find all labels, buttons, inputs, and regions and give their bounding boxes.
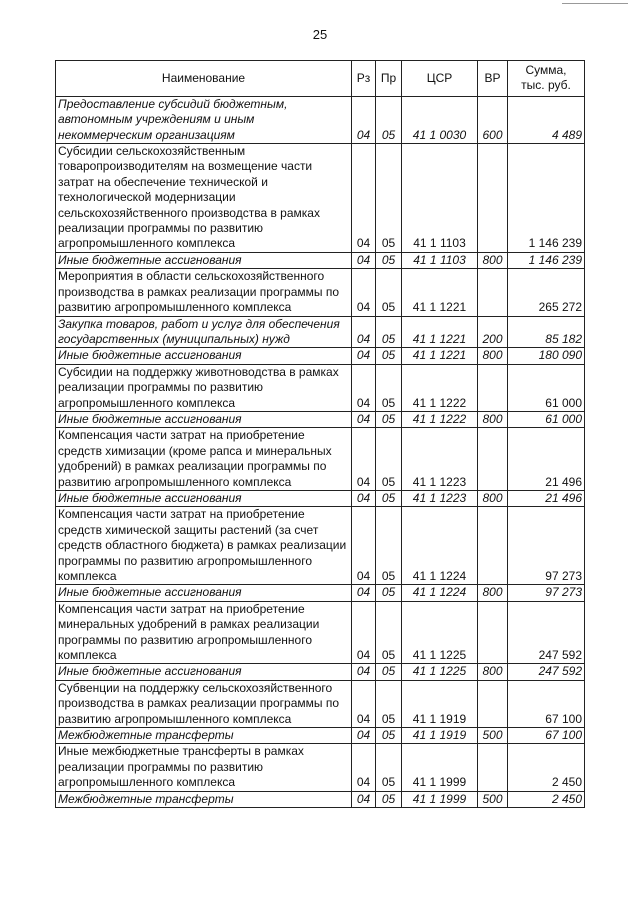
cell-vr: 500 [478, 728, 508, 744]
cell-rz: 04 [352, 411, 376, 427]
cell-csr: 41 1 1225 [402, 664, 478, 680]
cell-name: Иные бюджетные ассигнования [56, 252, 352, 268]
cell-csr: 41 1 1221 [402, 348, 478, 364]
table-row [56, 728, 585, 744]
cell-name: Иные межбюджетные трансферты в рамках реализации программы по развитию агропромышленного комплекса [56, 744, 352, 791]
cell-name: Мероприятия в области сельскохозяйственного производства в рамках реализации программы по развитию агропромышленного комплекса [56, 269, 352, 316]
cell-pr: 05 [376, 744, 402, 791]
cell-sum: 2 450 [508, 791, 585, 807]
cell-sum: 247 592 [508, 664, 585, 680]
table-row [56, 269, 585, 316]
cell-pr: 05 [376, 428, 402, 491]
cell-csr: 41 1 1103 [402, 144, 478, 253]
cell-name: Компенсация части затрат на приобретение минеральных удобрений в рамках реализации программы по развитию агропромышленного комплекса [56, 601, 352, 664]
cell-rz: 04 [352, 507, 376, 585]
cell-sum: 21 496 [508, 428, 585, 491]
table-row [56, 96, 585, 143]
cell-vr [478, 364, 508, 411]
table-row [56, 601, 585, 664]
table-row [56, 507, 585, 585]
cell-csr: 41 1 1919 [402, 728, 478, 744]
cell-vr [478, 507, 508, 585]
table-row [56, 411, 585, 427]
cell-sum: 247 592 [508, 601, 585, 664]
cell-sum: 180 090 [508, 348, 585, 364]
cell-pr: 05 [376, 490, 402, 506]
cell-csr: 41 1 1221 [402, 316, 478, 348]
table-row [56, 316, 585, 348]
cell-csr: 41 1 1103 [402, 252, 478, 268]
cell-rz: 04 [352, 144, 376, 253]
table-row [56, 144, 585, 253]
cell-name: Предоставление субсидий бюджетным, автономным учреждениям и иным некоммерческим организациям [56, 96, 352, 143]
cell-name: Субвенции на поддержку сельскохозяйственного производства в рамках реализации программы по развитию агропромышленного комплекса [56, 680, 352, 727]
cell-sum: 85 182 [508, 316, 585, 348]
top-rule [562, 3, 628, 4]
cell-sum: 2 450 [508, 744, 585, 791]
cell-rz: 04 [352, 680, 376, 727]
cell-sum: 1 146 239 [508, 144, 585, 253]
table-row [56, 252, 585, 268]
cell-rz: 04 [352, 348, 376, 364]
cell-name: Иные бюджетные ассигнования [56, 664, 352, 680]
table-row [56, 490, 585, 506]
cell-vr: 600 [478, 96, 508, 143]
cell-pr: 05 [376, 269, 402, 316]
cell-name: Компенсация части затрат на приобретение средств химизации (кроме рапса и минеральных удобрений) в рамках реализации программы по развитию агропромышленного комплекса [56, 428, 352, 491]
header-name: Наименование [56, 61, 352, 97]
cell-name: Компенсация части затрат на приобретение средств химической защиты растений (за счет средств областного бюджета) в рамках реализации программы по развитию агропромышленного комплекса [56, 507, 352, 585]
cell-csr: 41 1 1999 [402, 791, 478, 807]
cell-vr [478, 744, 508, 791]
cell-csr: 41 1 1225 [402, 601, 478, 664]
cell-vr: 200 [478, 316, 508, 348]
cell-vr: 800 [478, 585, 508, 601]
cell-vr [478, 428, 508, 491]
cell-vr [478, 680, 508, 727]
cell-csr: 41 1 1224 [402, 507, 478, 585]
table-row [56, 664, 585, 680]
cell-name: Иные бюджетные ассигнования [56, 585, 352, 601]
cell-vr: 800 [478, 411, 508, 427]
page-number: 25 [312, 27, 328, 42]
cell-pr: 05 [376, 364, 402, 411]
cell-sum: 1 146 239 [508, 252, 585, 268]
cell-name: Закупка товаров, работ и услуг для обеспечения государственных (муниципальных) нужд [56, 316, 352, 348]
cell-pr: 05 [376, 316, 402, 348]
cell-sum: 61 000 [508, 411, 585, 427]
cell-pr: 05 [376, 348, 402, 364]
cell-sum: 97 273 [508, 507, 585, 585]
cell-pr: 05 [376, 601, 402, 664]
cell-name: Межбюджетные трансферты [56, 728, 352, 744]
cell-vr [478, 144, 508, 253]
header-vr: ВР [478, 61, 508, 97]
header-sum-line1: Сумма, [525, 63, 567, 77]
table-row [56, 348, 585, 364]
cell-vr: 800 [478, 348, 508, 364]
cell-sum: 21 496 [508, 490, 585, 506]
cell-csr: 41 1 1223 [402, 428, 478, 491]
cell-vr [478, 601, 508, 664]
cell-sum: 67 100 [508, 680, 585, 727]
cell-pr: 05 [376, 728, 402, 744]
cell-csr: 41 1 1223 [402, 490, 478, 506]
cell-pr: 05 [376, 585, 402, 601]
table-row [56, 364, 585, 411]
cell-sum: 61 000 [508, 364, 585, 411]
cell-pr: 05 [376, 664, 402, 680]
cell-rz: 04 [352, 96, 376, 143]
header-pr: Пр [376, 61, 402, 97]
cell-pr: 05 [376, 252, 402, 268]
cell-rz: 04 [352, 601, 376, 664]
cell-rz: 04 [352, 728, 376, 744]
cell-rz: 04 [352, 316, 376, 348]
cell-csr: 41 1 1919 [402, 680, 478, 727]
cell-name: Иные бюджетные ассигнования [56, 490, 352, 506]
cell-pr: 05 [376, 791, 402, 807]
cell-csr: 41 1 0030 [402, 96, 478, 143]
cell-csr: 41 1 1224 [402, 585, 478, 601]
cell-sum: 67 100 [508, 728, 585, 744]
budget-table [55, 60, 585, 808]
cell-sum: 265 272 [508, 269, 585, 316]
cell-rz: 04 [352, 252, 376, 268]
cell-pr: 05 [376, 96, 402, 143]
cell-pr: 05 [376, 144, 402, 253]
cell-pr: 05 [376, 680, 402, 727]
cell-csr: 41 1 1999 [402, 744, 478, 791]
cell-name: Субсидии сельскохозяйственным товаропроизводителям на возмещение части затрат на обеспечение технической и технологической модернизации сельскохозяйственного производства в рамках реализации программы по развитию агропромышленного комплекса [56, 144, 352, 253]
cell-pr: 05 [376, 507, 402, 585]
cell-rz: 04 [352, 269, 376, 316]
header-csr: ЦСР [402, 61, 478, 97]
cell-name: Субсидии на поддержку животноводства в рамках реализации программы по развитию агропромышленного комплекса [56, 364, 352, 411]
table-row [56, 744, 585, 791]
cell-rz: 04 [352, 664, 376, 680]
cell-rz: 04 [352, 490, 376, 506]
cell-rz: 04 [352, 791, 376, 807]
table-row [56, 428, 585, 491]
header-row [56, 61, 585, 97]
table-row [56, 680, 585, 727]
cell-csr: 41 1 1221 [402, 269, 478, 316]
table-row [56, 585, 585, 601]
cell-name: Иные бюджетные ассигнования [56, 411, 352, 427]
cell-vr: 800 [478, 664, 508, 680]
cell-csr: 41 1 1222 [402, 411, 478, 427]
table-row [56, 791, 585, 807]
cell-rz: 04 [352, 428, 376, 491]
cell-name: Иные бюджетные ассигнования [56, 348, 352, 364]
header-rz: Рз [352, 61, 376, 97]
cell-rz: 04 [352, 364, 376, 411]
cell-vr: 500 [478, 791, 508, 807]
header-sum [508, 61, 585, 97]
cell-rz: 04 [352, 585, 376, 601]
cell-vr: 800 [478, 252, 508, 268]
cell-pr: 05 [376, 411, 402, 427]
header-sum-line2: тыс. руб. [521, 78, 571, 93]
cell-csr: 41 1 1222 [402, 364, 478, 411]
cell-sum: 4 489 [508, 96, 585, 143]
cell-vr: 800 [478, 490, 508, 506]
cell-rz: 04 [352, 744, 376, 791]
cell-vr [478, 269, 508, 316]
cell-sum: 97 273 [508, 585, 585, 601]
cell-name: Межбюджетные трансферты [56, 791, 352, 807]
